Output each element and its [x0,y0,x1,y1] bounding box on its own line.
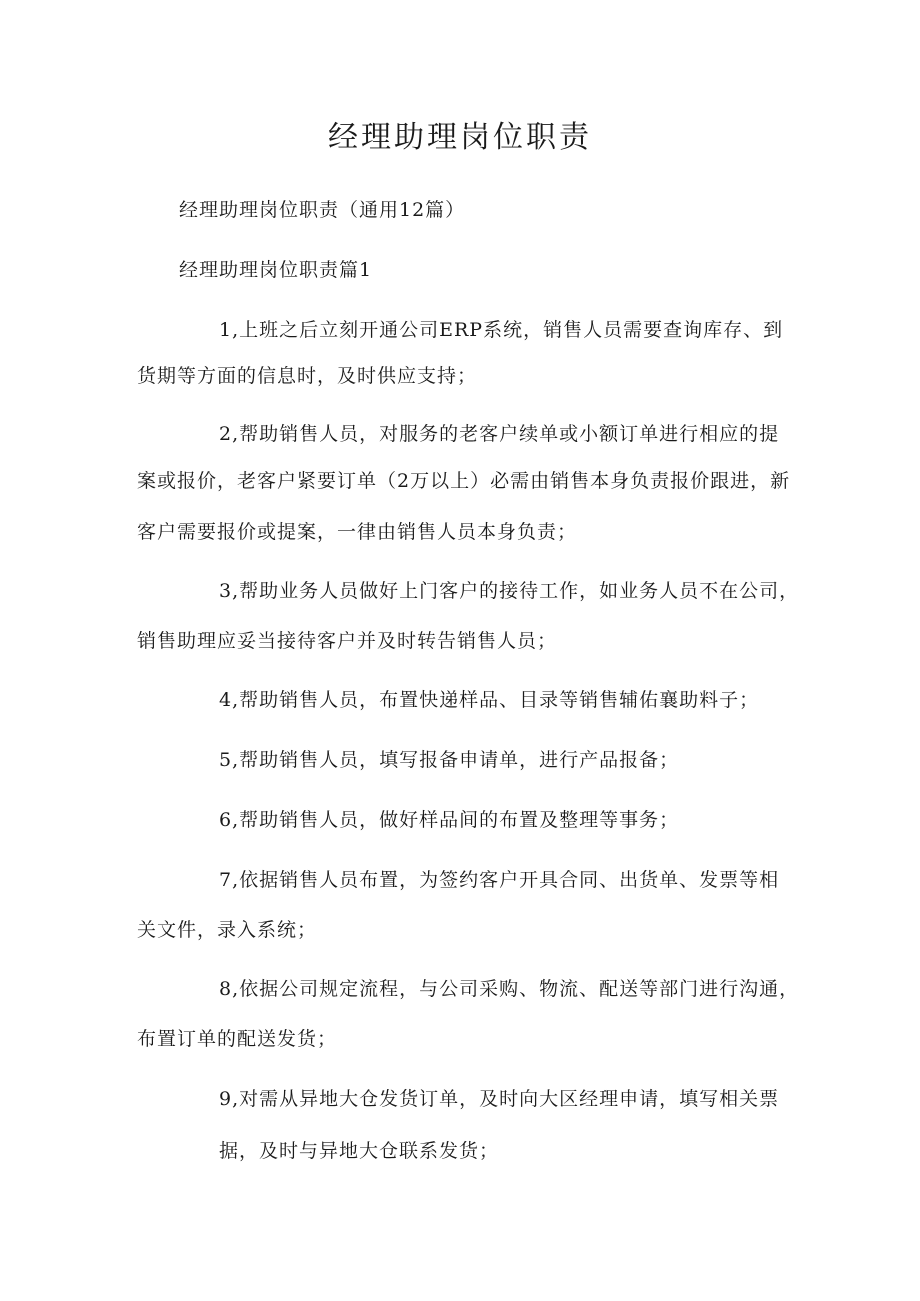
item-7-line-1: 7,依据销售人员布置，为签约客户开具合同、出货单、发票等相 [219,869,780,891]
document-subtitle: 经理助理岗位职责（通用12篇） [179,199,466,221]
item-4-line-1: 4,帮助销售人员，布置快递样品、目录等销售辅佑襄助料子； [219,689,760,711]
item-1-line-1: 1,上班之后立刻开通公司ERP系统，销售人员需要查询库存、到 [219,319,784,341]
item-6-line-1: 6,帮助销售人员，做好样品间的布置及整理等事务； [219,809,680,831]
item-8-line-1: 8,依据公司规定流程，与公司采购、物流、配送等部门进行沟通， [219,978,800,1000]
item-9-line-2: 据，及时与异地大仓联系发货； [219,1140,500,1162]
item-8-line-2: 布置订单的配送发货； [137,1028,338,1050]
section-heading: 经理助理岗位职责篇1 [179,259,373,281]
item-2-line-1: 2,帮助销售人员，对服务的老客户续单或小额订单进行相应的提 [219,423,780,445]
item-2-line-2: 案或报价，老客户紧要订单（2万以上）必需由销售本身负责报价跟进，新 [137,470,791,492]
item-9-line-1: 9,对需从异地大仓发货订单，及时向大区经理申请，填写相关票 [219,1088,780,1110]
item-5-line-1: 5,帮助销售人员，填写报备申请单，进行产品报备； [219,749,680,771]
document-title: 经理助理岗位职责 [328,120,592,155]
item-3-line-1: 3,帮助业务人员做好上门客户的接待工作，如业务人员不在公司， [219,580,800,602]
item-3-line-2: 销售助理应妥当接待客户并及时转告销售人员； [137,630,558,652]
item-7-line-2: 关文件，录入系统； [137,919,318,941]
item-2-line-3: 客户需要报价或提案，一律由销售人员本身负责； [137,521,578,543]
item-1-line-2: 货期等方面的信息时，及时供应支持； [137,365,478,387]
